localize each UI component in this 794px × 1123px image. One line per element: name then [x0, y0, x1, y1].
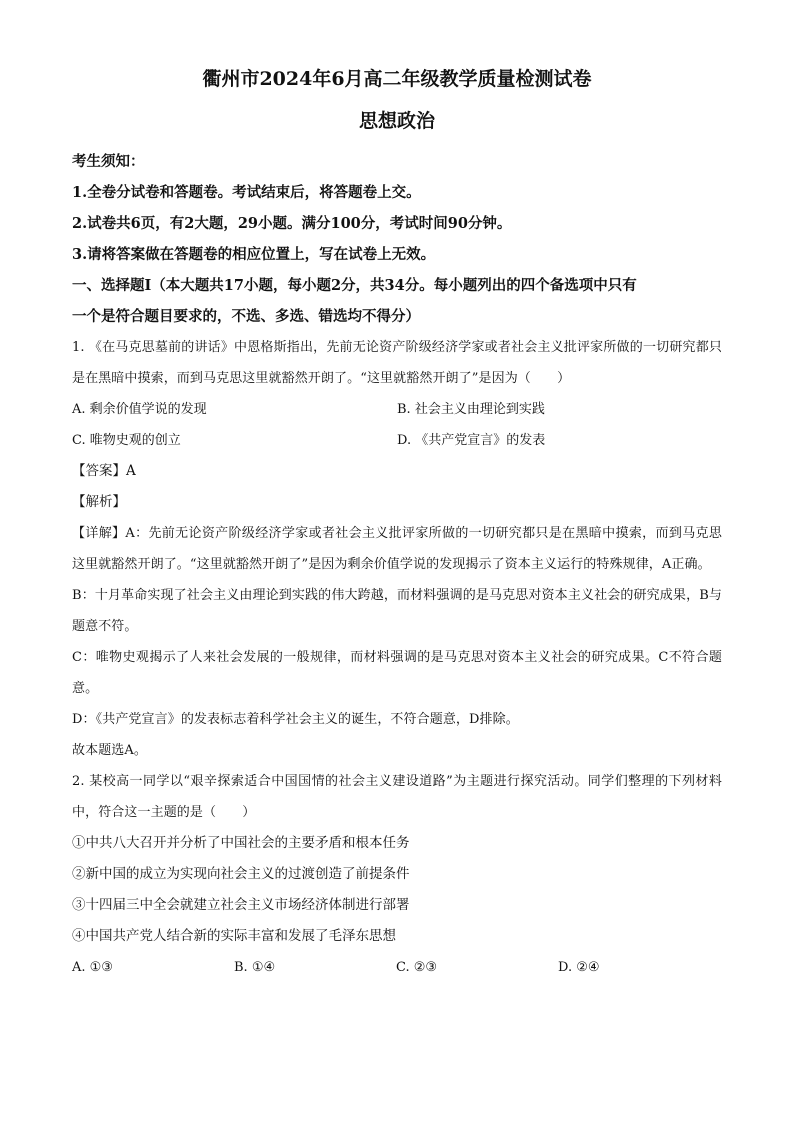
option-a: A. ①③: [72, 960, 113, 975]
notice-item: 3.请将答案做在答题卷的相应位置上，写在试卷上无效。: [72, 246, 436, 263]
statement-item: ④中国共产党人结合新的实际丰富和发展了毛泽东思想: [72, 928, 396, 944]
option-a: A. 剩余价值学说的发现: [72, 402, 207, 417]
analysis-detail: B：十月革命实现了社会主义由理论到实践的伟大跨越，而材料强调的是马克思对资本主义社会的研究成果，B与题意不符。: [72, 588, 722, 634]
option-d: D. 《共产党宣言》的发表: [397, 433, 546, 448]
answer-label: 【答案】A: [72, 463, 136, 479]
analysis-conclusion: 故本题选A。: [72, 743, 147, 758]
question-1-stem: 1. 《在马克思墓前的讲话》中恩格斯指出，先前无论资产阶级经济学家或者社会主义批评家所做的一切研究都只是在黑暗中摸索，而到马克思这里就豁然开朗了。“这里就豁然开朗了”是因为（ ）: [72, 340, 722, 386]
exam-subject: 思想政治: [358, 110, 435, 132]
option-c: C. ②③: [396, 960, 438, 975]
question-2-options: [72, 952, 722, 983]
exam-page: [72, 64, 722, 983]
option-b: B. 社会主义由理论到实践: [397, 402, 545, 417]
exam-title: 衢州市2024年6月高二年级教学质量检测试卷: [202, 68, 592, 90]
notice-heading: 考生须知：: [72, 153, 145, 170]
analysis-detail: D：《共产党宣言》的发表标志着科学社会主义的诞生，不符合题意，D排除。: [72, 712, 519, 727]
statement-item: ①中共八大召开并分析了中国社会的主要矛盾和根本任务: [72, 835, 410, 851]
option-d: D. ②④: [558, 960, 600, 975]
statement-item: ③十四届三中全会就建立社会主义市场经济体制进行部署: [72, 897, 410, 913]
notice-item: 1.全卷分试卷和答题卷。考试结束后，将答题卷上交。: [72, 184, 421, 201]
option-b: B. ①④: [234, 960, 276, 975]
statement-item: ②新中国的成立为实现向社会主义的过渡创造了前提条件: [72, 866, 410, 882]
analysis-label: 【解析】: [72, 494, 126, 510]
section-heading: 一、选择题Ⅰ（本大题共17小题，每小题2分，共34分。每小题列出的四个备选项中只有: [72, 277, 637, 294]
section-heading-cont: 一个是符合题目要求的，不选、多选、错选均不得分）: [72, 308, 420, 325]
question-1-options: [72, 394, 722, 456]
analysis-detail: 【详解】A：先前无论资产阶级经济学家或者社会主义批评家所做的一切研究都只是在黑暗中摸索，而到马克思这里就豁然开朗了。“这里就豁然开朗了”是因为剩余价值学说的发现揭示了资本主义运行的特殊规律，A正确。: [72, 526, 722, 572]
notice-item: 2.试卷共6页，有2大题，29小题。满分100分，考试时间90分钟。: [72, 215, 512, 232]
option-c: C. 唯物史观的创立: [72, 433, 181, 448]
question-2-stem: 2. 某校高一同学以“艰辛探索适合中国国情的社会主义建设道路”为主题进行探究活动。同学们整理的下列材料中，符合这一主题的是（ ）: [72, 774, 722, 820]
analysis-detail: C：唯物史观揭示了人来社会发展的一般规律，而材料强调的是马克思对资本主义社会的研究成果。C不符合题意。: [72, 650, 722, 696]
